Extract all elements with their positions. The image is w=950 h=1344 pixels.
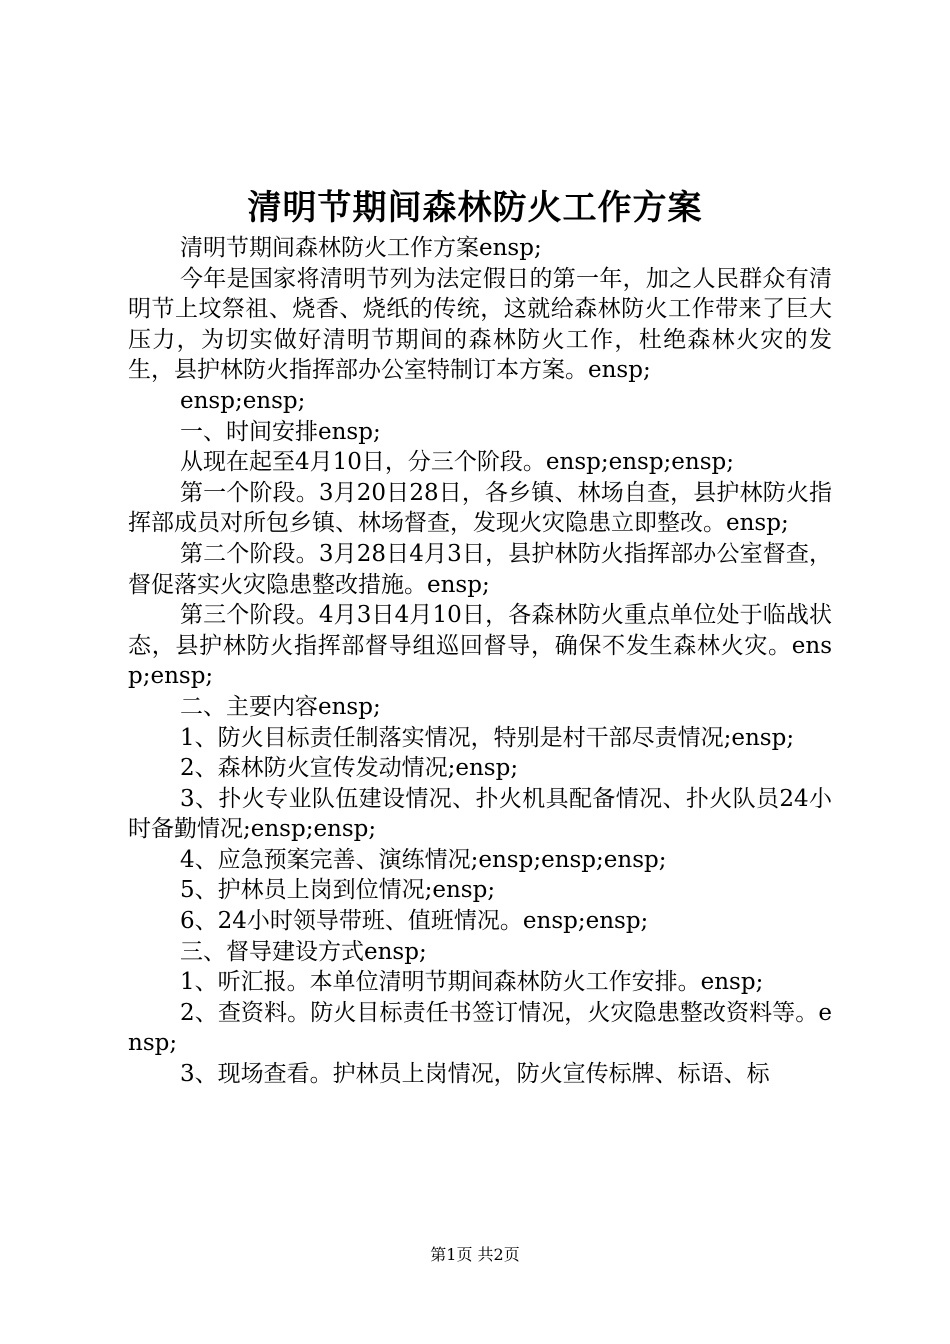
page-footer: 第1页 共2页 [430, 1245, 520, 1264]
section-heading: 二、主要内容ensp; [180, 693, 381, 720]
document-title: 清明节期间森林防火工作方案 [247, 188, 703, 228]
list-item: 3、现场查看。护林员上岗情况，防火宣传标牌、标语、标 [180, 1061, 770, 1088]
section-heading: 三、督导建设方式ensp; [180, 938, 427, 965]
paragraph: 今年是国家将清明节列为法定假日的第一年，加之人民群众有清明节上坟祭祖、烧香、烧纸的传统，这就给森林防火工作带来了巨大压力，为切实做好清明节期间的森林防火工作，杜绝森林火灾的发生，县护林防火指挥部办公室特制订本方案。ensp; [128, 265, 832, 384]
list-item: 2、森林防火宣传发动情况;ensp; [180, 755, 519, 782]
document-body [128, 233, 832, 1090]
paragraph: 清明节期间森林防火工作方案ensp; [180, 235, 542, 261]
paragraph: 从现在起至4月10日，分三个阶段。ensp;ensp;ensp; [180, 449, 734, 476]
list-item: 1、防火目标责任制落实情况，特别是村干部尽责情况;ensp; [180, 724, 795, 751]
paragraph: 第二个阶段。3月28日4月3日，县护林防火指挥部办公室督查，督促落实火灾隐患整改措施。ensp; [128, 540, 832, 598]
list-item: 4、应急预案完善、演练情况;ensp;ensp;ensp; [180, 846, 667, 873]
list-item: 6、24小时领导带班、值班情况。ensp;ensp; [180, 908, 649, 935]
list-item: 3、扑火专业队伍建设情况、扑火机具配备情况、扑火队员24小时备勤情况;ensp;ensp; [128, 785, 832, 843]
paragraph: 第一个阶段。3月20日28日，各乡镇、林场自查，县护林防火指挥部成员对所包乡镇、林场督查，发现火灾隐患立即整改。ensp; [128, 479, 832, 537]
list-item: 1、听汇报。本单位清明节期间森林防火工作安排。ensp; [180, 969, 764, 996]
list-item: 2、查资料。防火目标责任书签订情况，火灾隐患整改资料等。ensp; [128, 999, 832, 1057]
paragraph: 第三个阶段。4月3日4月10日，各森林防火重点单位处于临战状态，县护林防火指挥部督导组巡回督导，确保不发生森林火灾。ensp;ensp; [128, 602, 832, 690]
list-item: 5、护林员上岗到位情况;ensp; [180, 877, 496, 904]
section-heading: 一、时间安排ensp; [180, 418, 381, 445]
paragraph: ensp;ensp; [180, 387, 306, 414]
